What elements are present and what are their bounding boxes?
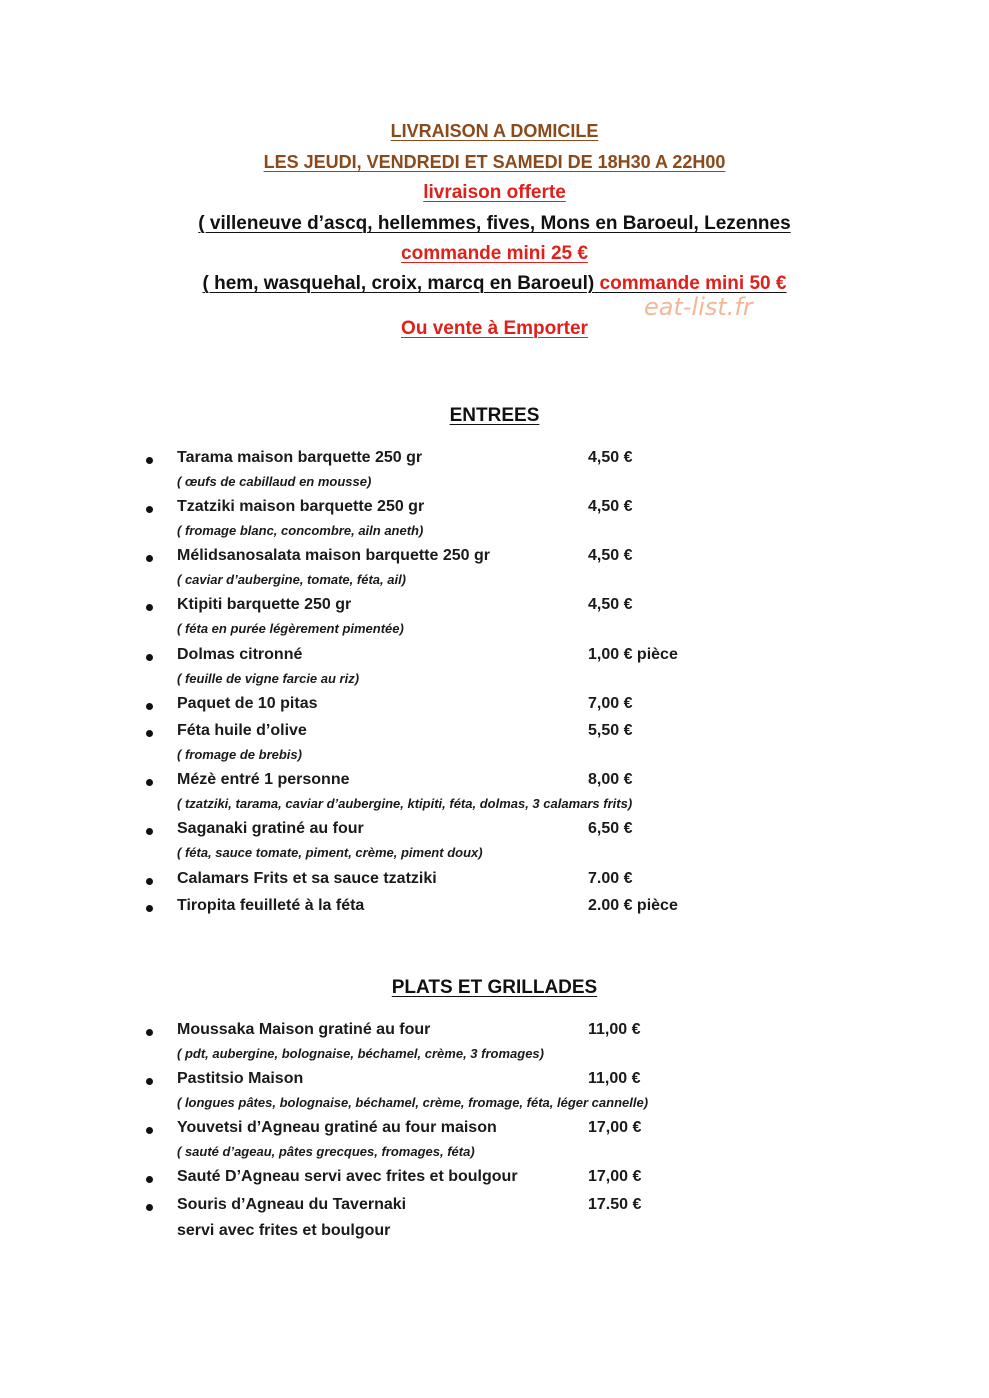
takeaway-note: Ou vente à Emporter [401, 318, 588, 339]
menu-item-price: 4,50 € [588, 547, 633, 564]
menu-item-description: ( fromage de brebis) [177, 747, 302, 762]
menu-item-description: ( œufs de cabillaud en mousse) [177, 474, 372, 489]
bullet [146, 654, 153, 661]
menu-item-price: 2.00 € pièce [588, 897, 678, 914]
minimum-order-2: commande mini 50 € [599, 273, 787, 294]
menu-item-name: Tarama maison barquette 250 gr [177, 449, 423, 466]
bullet [146, 555, 153, 562]
menu-item-price: 17,00 € [588, 1119, 642, 1136]
bullet [146, 506, 153, 513]
bullet [146, 779, 153, 786]
menu-item-name: Mézè entré 1 personne [177, 771, 350, 788]
delivery-title: LIVRAISON A DOMICILE [390, 121, 599, 141]
menu-item-name: Calamars Frits et sa sauce tzatziki [177, 870, 437, 887]
bullet [146, 1029, 153, 1036]
menu-item-price: 6,50 € [588, 820, 633, 837]
menu-item-name: Ktipiti barquette 250 gr [177, 596, 352, 613]
bullet [146, 828, 153, 835]
menu-item-price: 7.00 € [588, 870, 633, 887]
menu-item-price: 4,50 € [588, 498, 633, 515]
menu-item-description: ( caviar d’aubergine, tomate, féta, ail) [177, 572, 407, 587]
menu-item-name: Pastitsio Maison [177, 1070, 304, 1087]
menu-item-price: 1,00 € pièce [588, 646, 678, 663]
menu-item-description: ( pdt, aubergine, bolognaise, béchamel, crème, 3 fromages) [177, 1046, 544, 1061]
menu-item-name: Youvetsi d’Agneau gratiné au four maison [177, 1119, 497, 1136]
menu-item-price: 4,50 € [588, 449, 633, 466]
delivery-zone-2 [0, 273, 989, 295]
menu-item-price: 4,50 € [588, 596, 633, 613]
menu-item-description: ( feuille de vigne farcie au riz) [177, 671, 360, 686]
bullet [146, 703, 153, 710]
menu-item-price: 8,00 € [588, 771, 633, 788]
menu-item-description: ( fromage blanc, concombre, ailn aneth) [177, 523, 424, 538]
menu-item-name: Mélidsanosalata maison barquette 250 gr [177, 547, 490, 564]
menu-item-description: ( féta en purée légèrement pimentée) [177, 621, 404, 636]
bullet [146, 1176, 153, 1183]
menu-item-name: Féta huile d’olive [177, 722, 307, 739]
bullet [146, 730, 153, 737]
bullet [146, 905, 153, 912]
menu-item-name: Souris d’Agneau du Tavernaki [177, 1196, 407, 1213]
delivery-zone-1: ( villeneuve d’ascq, hellemmes, fives, Mons en Baroeul, Lezennes [198, 213, 791, 234]
menu-item-name: Saganaki gratiné au four [177, 820, 364, 837]
bullet [146, 1127, 153, 1134]
free-delivery: livraison offerte [423, 182, 566, 203]
menu-item-price: 17,00 € [588, 1168, 642, 1185]
watermark: eat-list.fr [644, 293, 753, 321]
menu-item-name: Moussaka Maison gratiné au four [177, 1021, 431, 1038]
menu-item-description: ( sauté d’ageau, pâtes grecques, fromages, féta) [177, 1144, 475, 1159]
menu-item-name: Tzatziki maison barquette 250 gr [177, 498, 425, 515]
bullet [146, 1204, 153, 1211]
bullet [146, 457, 153, 464]
menu-item-price: 7,00 € [588, 695, 633, 712]
delivery-zone-2-towns: ( hem, wasquehal, croix, marcq en Baroeul) [202, 273, 595, 294]
delivery-days: LES JEUDI, VENDREDI ET SAMEDI DE 18H30 A 22H00 [263, 152, 726, 172]
menu-item-description: ( tzatziki, tarama, caviar d’aubergine, ktipiti, féta, dolmas, 3 calamars frits) [177, 796, 633, 811]
menu-item-price: 11,00 € [588, 1021, 641, 1038]
menu-item-name: Tiropita feuilleté à la féta [177, 897, 365, 914]
bullet [146, 878, 153, 885]
menu-item-price: 5,50 € [588, 722, 633, 739]
section-title-entrees: ENTREES [449, 405, 540, 426]
minimum-order-1: commande mini 25 € [401, 243, 588, 264]
menu-item-price: 17.50 € [588, 1196, 642, 1213]
menu-item-description: ( longues pâtes, bolognaise, béchamel, crème, fromage, féta, léger cannelle) [177, 1095, 649, 1110]
menu-item-description: ( féta, sauce tomate, piment, crème, piment doux) [177, 845, 483, 860]
menu-item-subline: servi avec frites et boulgour [177, 1222, 391, 1239]
menu-item-name: Dolmas citronné [177, 646, 303, 663]
bullet [146, 604, 153, 611]
menu-item-price: 11,00 € [588, 1070, 641, 1087]
section-title-plats: PLATS ET GRILLADES [391, 977, 598, 998]
menu-item-name: Paquet de 10 pitas [177, 695, 318, 712]
menu-item-name: Sauté D’Agneau servi avec frites et boulgour [177, 1168, 518, 1185]
bullet [146, 1078, 153, 1085]
